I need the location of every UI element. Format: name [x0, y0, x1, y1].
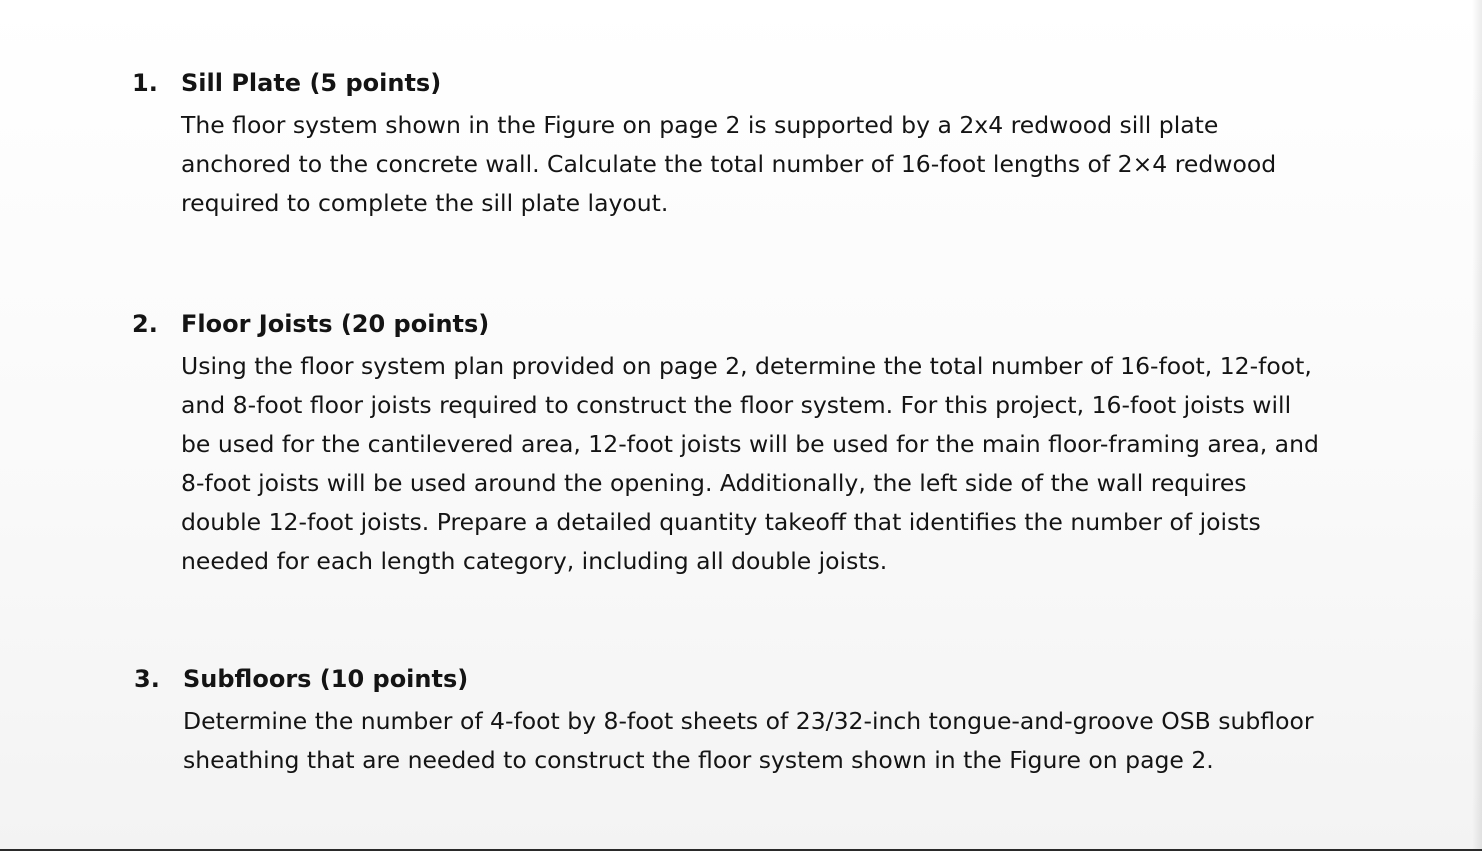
question-body — [181, 347, 1319, 581]
question-text-line: and 8-foot floor joists required to construct the floor system. For this project, 16-foot joists will — [181, 391, 1292, 419]
question-text-line: sheathing that are needed to construct the floor system shown in the Figure on page 2. — [183, 746, 1214, 774]
question-text-line: needed for each length category, including all double joists. — [181, 547, 888, 575]
question-text-line: 8-foot joists will be used around the opening. Additionally, the left side of the wall requires — [181, 469, 1247, 497]
question-text-line: double 12-foot joists. Prepare a detailed quantity takeoff that identifies the number of joists — [181, 508, 1261, 536]
question-number: 1. — [132, 69, 158, 97]
question-text-line: Using the floor system plan provided on page 2, determine the total number of 16-foot, 12-foot, — [181, 352, 1312, 380]
question-body — [181, 106, 1276, 223]
question-text-line: be used for the cantilevered area, 12-foot joists will be used for the main floor-framing area, and — [181, 430, 1319, 458]
question-text-line: The floor system shown in the Figure on page 2 is supported by a 2x4 redwood sill plate — [181, 111, 1219, 139]
question-title: Floor Joists (20 points) — [181, 310, 490, 338]
question-body — [183, 702, 1314, 780]
question-title: Subfloors (10 points) — [183, 665, 469, 693]
page-edge-shadow — [1472, 0, 1482, 851]
question-text-line: anchored to the concrete wall. Calculate the total number of 16-foot lengths of 2×4 redwood — [181, 150, 1277, 178]
question-number: 2. — [132, 310, 158, 338]
question-number: 3. — [134, 665, 160, 693]
question-text-line: Determine the number of 4-foot by 8-foot sheets of 23/32-inch tongue-and-groove OSB subfloor — [183, 707, 1314, 735]
question-title: Sill Plate (5 points) — [181, 69, 442, 97]
question-text-line: required to complete the sill plate layout. — [181, 189, 669, 217]
